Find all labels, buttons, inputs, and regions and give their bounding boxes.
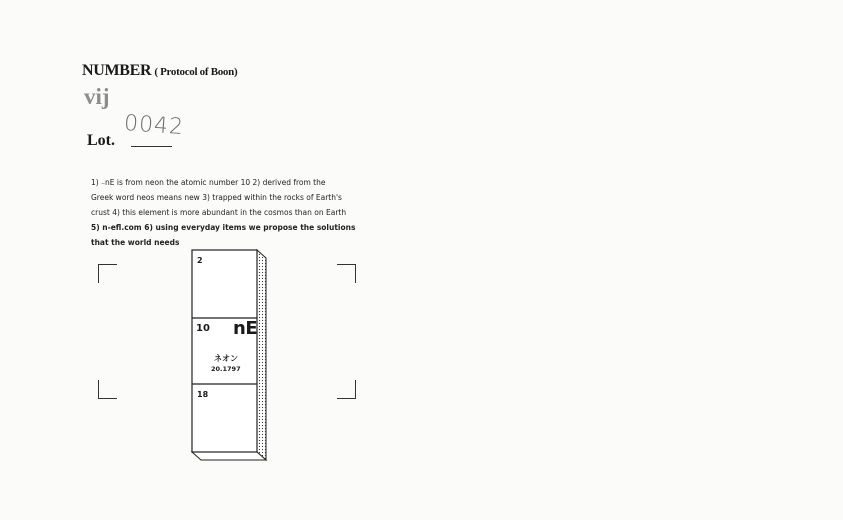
series-code: vij (84, 84, 110, 109)
description-line: that the world needs (91, 238, 180, 247)
atomic-mass: 20.1797 (211, 365, 241, 373)
lot-number-handwritten: 0042 (123, 110, 185, 141)
subtitle-text: ( Protocol of Boon) (154, 66, 238, 78)
description-line: 5) n-efl.com 6) using everyday items we propose the solutions (91, 223, 356, 232)
lot-label: Lot. (87, 132, 115, 149)
header-title (82, 62, 237, 80)
block-side-face (257, 250, 266, 460)
crop-mark-bottom-right (337, 380, 356, 399)
crop-mark-top-left (98, 264, 117, 283)
description-line: crust 4) this element is more abundant in the cosmos than on Earth (91, 208, 347, 217)
element-symbol: nE (233, 318, 258, 339)
cell-number-below: 18 (197, 390, 209, 399)
block-front-face (192, 250, 257, 452)
lot-underline (131, 146, 172, 147)
crop-mark-bottom-left (98, 380, 117, 399)
description-line: 1) ₋nE is from neon the atomic number 10 2) derived from the (91, 178, 326, 187)
atomic-number: 10 (196, 323, 210, 334)
title-text: NUMBER (82, 62, 152, 79)
block-bottom-face (192, 452, 266, 460)
crop-mark-top-right (337, 264, 356, 283)
description-text (91, 175, 365, 250)
description-line: Greek word neos means new 3) trapped within the rocks of Earth's (91, 193, 342, 202)
element-name-japanese: ネオン (214, 354, 238, 363)
cell-number-above: 2 (197, 256, 203, 265)
